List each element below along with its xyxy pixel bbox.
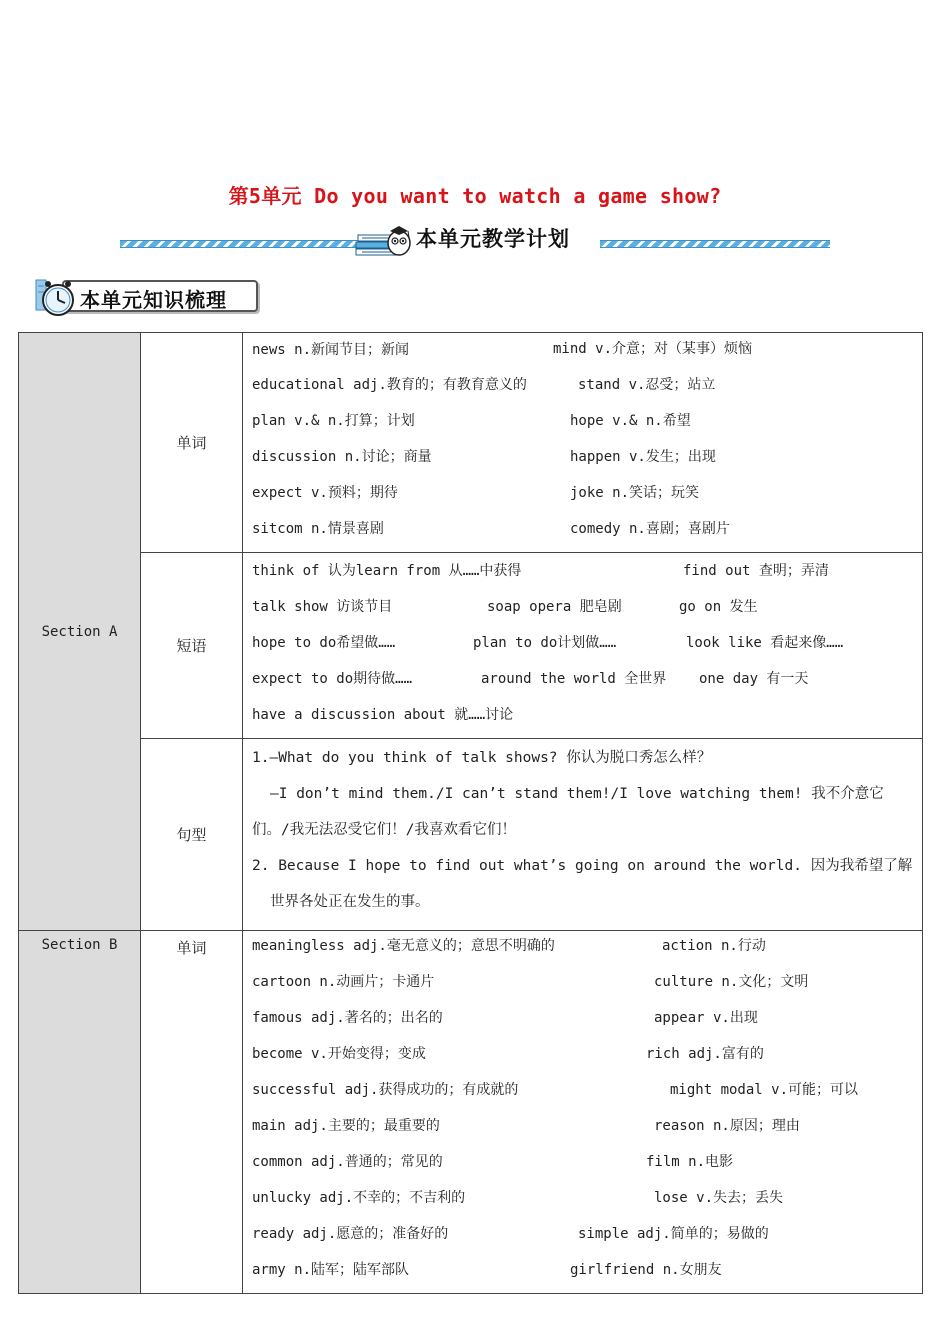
sentence-line: 1.—What do you think of talk shows? 你认为脱口秀怎么样？ [252,750,712,766]
word-entry: comedy n.喜剧；喜剧片 [570,521,730,537]
word-entry: mind v.介意；对（某事）烦恼 [553,341,753,357]
section-a-words [243,333,923,553]
word-row [252,1185,914,1221]
phrase-entry: around the world 全世界 [481,671,667,687]
word-entry: culture n.文化；文明 [654,974,809,990]
teaching-plan-label: 本单元教学计划 [416,227,570,251]
word-entry: hope v.& n.希望 [570,413,691,429]
word-entry: successful adj.获得成功的；有成就的 [252,1082,519,1098]
word-entry: simple adj.简单的；易做的 [578,1226,769,1242]
banner-stripe-left [120,240,360,248]
word-entry: appear v.出现 [654,1010,758,1026]
word-row [252,444,914,480]
word-entry: army n.陆军；陆军部队 [252,1262,410,1278]
section-b-cell: Section B [19,931,141,1294]
word-entry: stand v.忍受；站立 [578,377,716,393]
knowledge-label: 本单元知识梳理 [80,288,227,312]
phrase-row [252,594,914,630]
section-a-phrases-label: 短语 [141,553,243,739]
phrase-entry: one day 有一天 [699,671,809,687]
sentence-line: 世界各处正在发生的事。 [270,894,430,910]
section-a-sentences [243,739,923,931]
word-entry: discussion n.讨论；商量 [252,449,432,465]
word-entry: news n.新闻节目；新闻 [252,342,410,358]
word-row [252,1005,914,1041]
section-a-cell: Section A [19,333,141,931]
word-row [252,1077,914,1113]
word-entry: sitcom n.情景喜剧 [252,521,384,537]
phrase-row [252,702,914,738]
word-entry: ready adj.愿意的；准备好的 [252,1226,449,1242]
phrase-entry: look like 看起来像…… [686,635,844,651]
clock-icon [34,276,76,318]
teaching-plan-banner [120,222,830,258]
section-a-sentences-label: 句型 [141,739,243,931]
word-row [252,1257,914,1293]
word-row [252,1113,914,1149]
knowledge-table [18,332,923,1294]
sentence-line: 们。/我无法忍受它们！/我喜欢看它们！ [252,822,516,838]
phrase-entry: find out 查明；弄清 [683,563,829,579]
word-entry: film n.电影 [646,1154,734,1170]
phrase-entry: talk show 访谈节目 [252,599,393,615]
sentence-line: 2. Because I hope to find out what’s going on around the world. 因为我希望了解 [252,858,913,874]
section-b-words [243,931,923,1294]
word-entry: educational adj.教育的；有教育意义的 [252,377,527,393]
phrase-entry: soap opera 肥皂剧 [487,599,622,615]
phrase-entry: think of 认为learn from 从……中获得 [252,563,522,579]
phrase-row [252,666,914,702]
word-row [252,1221,914,1257]
word-entry: cartoon n.动画片；卡通片 [252,974,435,990]
word-row [252,372,914,408]
word-entry: unlucky adj.不幸的；不吉利的 [252,1190,466,1206]
section-a-phrases [243,553,923,739]
word-row [252,480,914,516]
word-entry: common adj.普通的；常见的 [252,1154,443,1170]
word-entry: joke n.笑话；玩笑 [570,485,700,501]
phrase-row [252,558,914,594]
section-b-words-label: 单词 [141,931,243,1294]
phrase-entry: hope to do希望做…… [252,635,396,651]
phrase-entry: plan to do计划做…… [473,635,617,651]
phrase-row [252,630,914,666]
word-entry: expect v.预料；期待 [252,485,398,501]
word-entry: rich adj.富有的 [646,1046,764,1062]
knowledge-badge [34,276,258,316]
word-row [252,1149,914,1185]
word-entry: famous adj.著名的；出名的 [252,1010,443,1026]
word-row [252,1041,914,1077]
word-entry: reason n.原因；理由 [654,1118,800,1134]
word-row [252,516,914,552]
section-a-words-label: 单词 [141,333,243,553]
word-entry: become v.开始变得；变成 [252,1046,426,1062]
books-owl-icon [354,222,414,256]
word-entry: lose v.失去；丢失 [654,1190,784,1206]
phrase-entry: go on 发生 [679,599,758,615]
word-entry: happen v.发生；出现 [570,449,716,465]
word-entry: meaningless adj.毫无意义的；意思不明确的 [252,938,555,954]
sentence-line: —I don’t mind them./I can’t stand them!/I love watching them! 我不介意它 [270,786,884,802]
word-row [252,336,914,372]
word-entry: girlfriend n.女朋友 [570,1262,722,1278]
word-entry: action n.行动 [662,938,766,954]
unit-title: 第5单元 Do you want to watch a game show? [228,184,722,208]
word-row [252,969,914,1005]
word-entry: plan v.& n.打算；计划 [252,413,415,429]
word-entry: might modal v.可能；可以 [670,1082,859,1098]
phrase-entry: have a discussion about 就……讨论 [252,707,514,723]
banner-stripe-right [600,240,830,248]
word-entry: main adj.主要的；最重要的 [252,1118,440,1134]
word-row [252,408,914,444]
word-row [252,933,914,969]
phrase-entry: expect to do期待做…… [252,671,413,687]
